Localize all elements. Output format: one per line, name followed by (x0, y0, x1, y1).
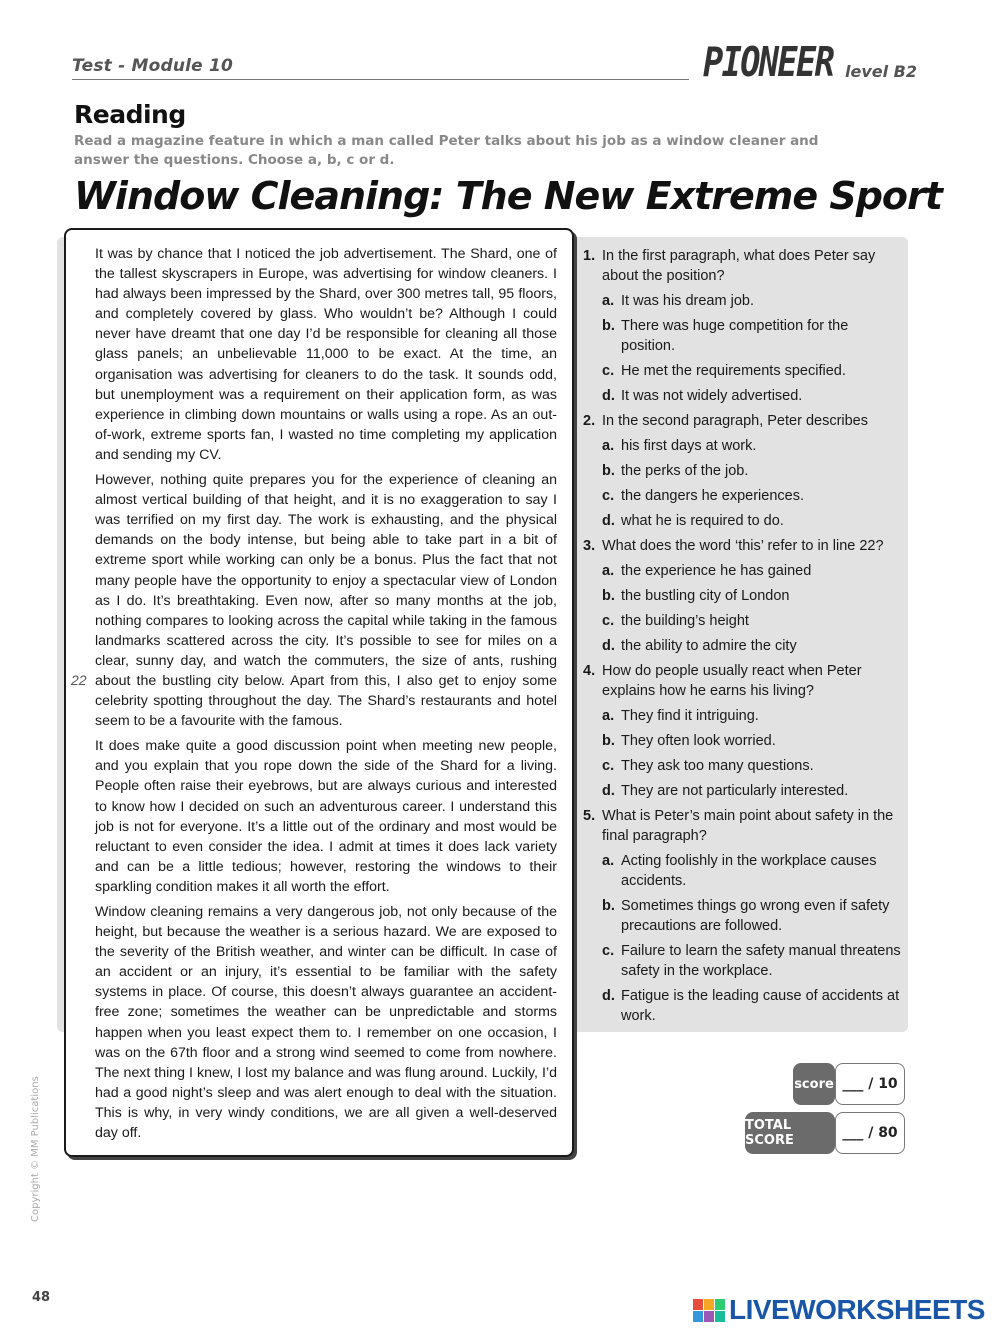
option-letter: a. (602, 563, 615, 579)
liveworksheets-logo[interactable] (693, 1294, 985, 1326)
option-letter: a. (602, 708, 615, 724)
total-score-field[interactable]: ___ / 80 (835, 1112, 905, 1154)
option-letter: b. (602, 733, 615, 749)
reading-passage (95, 244, 557, 1148)
question-number: 1. (583, 248, 596, 264)
option-letter: d. (602, 513, 615, 529)
option-text: Failure to learn the safety manual threatens safety in the workplace. (621, 943, 901, 979)
article-title: Window Cleaning: The New Extreme Sport (74, 174, 942, 218)
option-letter: b. (602, 463, 615, 479)
option-text: the ability to admire the city (621, 638, 797, 654)
question-4 (583, 661, 903, 801)
question-number: 4. (583, 663, 596, 679)
question-3 (583, 536, 903, 656)
answer-option[interactable] (602, 461, 903, 481)
question-list (583, 246, 903, 1031)
question-number: 3. (583, 538, 596, 554)
option-text: the building’s height (621, 613, 749, 629)
answer-option[interactable] (602, 706, 903, 726)
answer-option[interactable] (602, 781, 903, 801)
test-module-label: Test - Module 10 (72, 56, 234, 76)
question-2 (583, 411, 903, 531)
answer-option[interactable] (602, 436, 903, 456)
option-letter: a. (602, 438, 615, 454)
option-text: Sometimes things go wrong even if safety precautions are followed. (621, 898, 890, 934)
score-field[interactable]: ___ / 10 (835, 1063, 905, 1105)
question-text: In the first paragraph, what does Peter say about the position? (602, 248, 876, 284)
copyright-notice: Copyright © MM Publications (30, 1076, 41, 1222)
answer-option[interactable] (602, 851, 903, 891)
option-letter: b. (602, 588, 615, 604)
question-number: 5. (583, 808, 596, 824)
score-label: score (793, 1063, 835, 1105)
option-letter: a. (602, 293, 615, 309)
question-text: In the second paragraph, Peter describes (602, 413, 868, 429)
question-text: How do people usually react when Peter explains how he earns his living? (602, 663, 862, 699)
option-text: his first days at work. (621, 438, 757, 454)
option-text: Acting foolishly in the workplace causes accidents. (621, 853, 877, 889)
option-letter: d. (602, 783, 615, 799)
answer-option[interactable] (602, 941, 903, 981)
score-row (793, 1063, 905, 1105)
total-score-row (745, 1112, 905, 1154)
answer-option[interactable] (602, 486, 903, 506)
option-text: They are not particularly interested. (621, 783, 849, 799)
answer-option[interactable] (602, 586, 903, 606)
option-text: There was huge competition for the position. (621, 318, 849, 354)
section-title: Reading (74, 100, 186, 129)
passage-paragraph-3: It does make quite a good discussion point when meeting new people, and you explain that you rope down the side of the Shard for a living. People often raise their eyebrows, but are always curious and interested to know how I decided on such an adventurous career. I understand this job is not for everyone. It’s a little out of the ordinary and most would be reluctant to even consider the idea. I admit at times it does lack variety and can be a little tedious; however, restoring the windows to their sparkling condition makes it all worth the effort. (95, 738, 557, 895)
option-text: They often look worried. (621, 733, 776, 749)
passage-paragraph-4: Window cleaning remains a very dangerous job, not only because of the height, but because the weather is a serious hazard. We are exposed to the severity of the British weather, and winter can be difficult. In case of an accident or an injury, it’s essential to be familiar with the safety systems in place. Of course, this doesn’t always guarantee an accident-free zone; sometimes the weather can be unpredictable and storms happen when you least expect them to. I remember on one occasion, I was on the 67th floor and a strong wind seemed to come from nowhere. The next thing I knew, I lost my balance and was flung around. Luckily, I’d had a good night’s sleep and was alert enough to deal with the situation. This is why, in very windy conditions, we are all given a well-deserved day off. (95, 904, 557, 1142)
option-letter: c. (602, 613, 615, 629)
option-letter: d. (602, 388, 615, 404)
total-score-label: TOTAL SCORE (745, 1112, 835, 1154)
answer-option[interactable] (602, 896, 903, 936)
option-text: the dangers he experiences. (621, 488, 804, 504)
brand-name: PIONEER (703, 38, 834, 86)
question-1 (583, 246, 903, 406)
page-number: 48 (32, 1290, 51, 1305)
answer-option[interactable] (602, 731, 903, 751)
header-rule (72, 79, 689, 80)
option-text: It was his dream job. (621, 293, 754, 309)
answer-option[interactable] (602, 316, 903, 356)
question-text: What does the word ‘this’ refer to in line 22? (602, 538, 884, 554)
brand-logo (703, 38, 862, 86)
line-number-marker: 22 (71, 672, 87, 688)
answer-option[interactable] (602, 756, 903, 776)
answer-option[interactable] (602, 636, 903, 656)
logo-blocks-icon (693, 1299, 725, 1322)
question-5 (583, 806, 903, 1026)
answer-option[interactable] (602, 611, 903, 631)
question-number: 2. (583, 413, 596, 429)
option-letter: b. (602, 318, 615, 334)
answer-option[interactable] (602, 361, 903, 381)
answer-option[interactable] (602, 561, 903, 581)
option-text: the perks of the job. (621, 463, 749, 479)
option-letter: c. (602, 488, 615, 504)
option-letter: c. (602, 363, 615, 379)
option-text: It was not widely advertised. (621, 388, 803, 404)
passage-paragraph-1: It was by chance that I noticed the job advertisement. The Shard, one of the tallest skyscrapers in Europe, was advertising for window cleaners. I had always been impressed by the Shard, over 300 metres tall, 95 floors, and completely covered by glass. Who wouldn’t be? Although I could never have dreamt that one day I’d be responsible for cleaning all those glass panels; an unbelievable 11,000 to be exact. At the time, an organisation was advertising for cleaners to do the task. It sounds odd, but unemployment was a requirement on their application form, as was experience in climbing down mountains or walls using a rope. As an out-of-work, extreme sports fan, I wasted no time completing my application and sending my CV. (95, 246, 557, 463)
option-letter: d. (602, 638, 615, 654)
option-text: They find it intriguing. (621, 708, 759, 724)
brand-level: level B2 (845, 62, 917, 81)
option-text: the experience he has gained (621, 563, 812, 579)
answer-option[interactable] (602, 386, 903, 406)
passage-paragraph-2: However, nothing quite prepares you for the experience of cleaning an almost vertical building of that height, and it is no exaggeration to say I was terrified on my first day. The work is exhausting, and the physical demands on the body intense, but being able to take part in a bit of extreme sport while working can only be a bonus. Plus the fact that not many people have the opportunity to enjoy a spectacular view of London as I do. It’s breathtaking. Even now, after so many months at the job, nothing compares to looking across the capital while taking in the famous landmarks scattered across the city. It’s possible to see for miles on a clear, sunny day, and watch the commuters, the size of ants, rushing about the bustling city below. Apart from this, I also get to enjoy some celebrity spotting throughout the day. The Shard’s restaurants and hotel seem to be a favourite with the famous. (95, 472, 557, 730)
answer-option[interactable] (602, 291, 903, 311)
logo-text: LIVEWORKSHEETS (729, 1294, 985, 1325)
option-text: what he is required to do. (621, 513, 784, 529)
option-text: the bustling city of London (621, 588, 790, 604)
option-letter: c. (602, 758, 615, 774)
answer-option[interactable] (602, 511, 903, 531)
option-letter: c. (602, 943, 615, 959)
instructions: Read a magazine feature in which a man called Peter talks about his job as a window cleaner and answer the questions. Choose a, b, c or d. (74, 133, 819, 168)
question-text: What is Peter’s main point about safety in the final paragraph? (602, 808, 894, 844)
option-text: They ask too many questions. (621, 758, 814, 774)
option-text: Fatigue is the leading cause of accidents at work. (621, 988, 900, 1024)
option-letter: b. (602, 898, 615, 914)
option-text: He met the requirements specified. (621, 363, 846, 379)
answer-option[interactable] (602, 986, 903, 1026)
option-letter: a. (602, 853, 615, 869)
option-letter: d. (602, 988, 615, 1004)
